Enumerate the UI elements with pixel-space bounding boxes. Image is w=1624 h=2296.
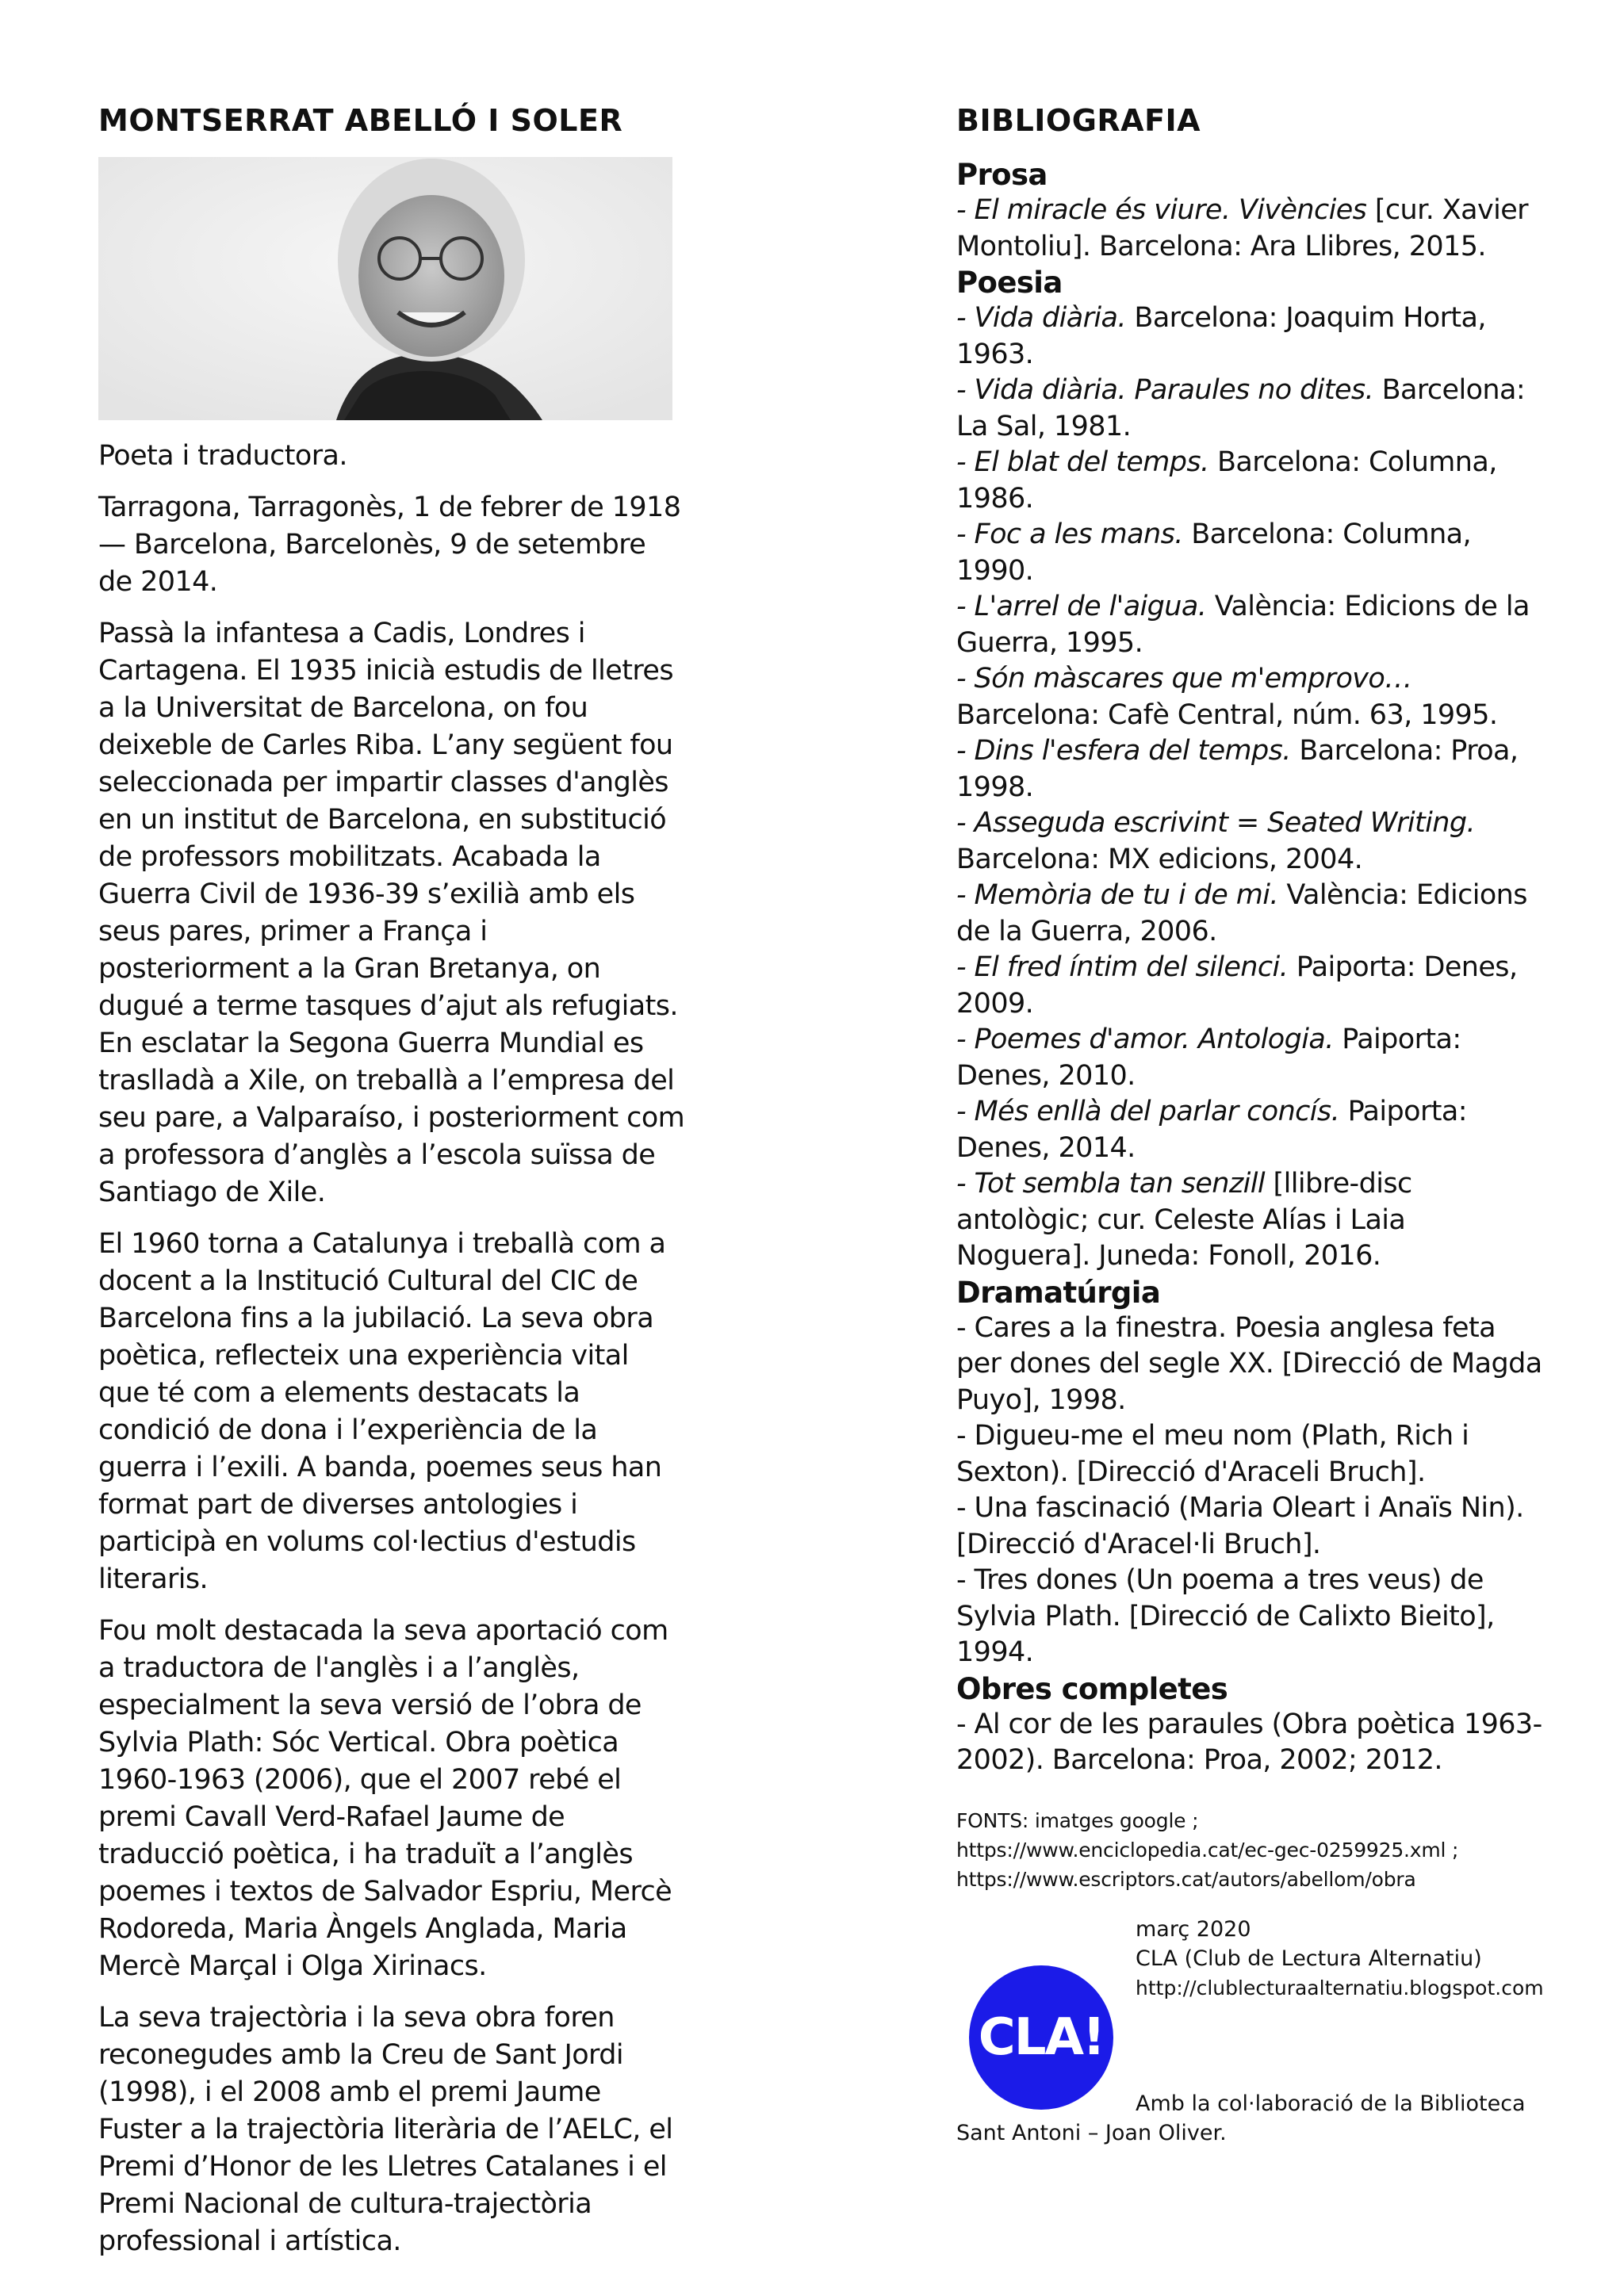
entry-title: - Tot sembla tan senzill — [956, 1168, 1266, 1200]
footer-url[interactable]: http://clublecturaalternatiu.blogspot.com — [1136, 1976, 1544, 1999]
bibliography-entry — [956, 193, 1543, 265]
footer-club: CLA (Club de Lectura Alternatiu) — [1136, 1946, 1482, 1971]
collaboration-note — [956, 2089, 1543, 2148]
bibliography-entry — [956, 661, 1543, 733]
entry-details: Barcelona: Columna, 1986. — [956, 446, 1497, 515]
entry-title: - El blat del temps. — [956, 446, 1209, 478]
entry-details: Paiporta: Denes, 2010. — [956, 1024, 1461, 1092]
right-column — [956, 98, 1544, 2145]
entry-details: - Una fascinació (Maria Oleart i Anaïs Nin). [Direcció d'Aracel·li Bruch]. — [956, 1492, 1524, 1560]
bibliography-entry — [956, 1022, 1543, 1094]
entry-details: Barcelona: Proa, 1998. — [956, 735, 1519, 803]
footer-info — [1136, 1915, 1544, 2003]
entry-title: - Foc a les mans. — [956, 519, 1183, 550]
biography-text — [98, 438, 685, 2260]
bio-paragraph: Tarragona, Tarragonès, 1 de febrer de 1918 — Barcelona, Barcelonès, 9 de setembre de 2014. — [98, 492, 681, 598]
entry-details: [cur. Xavier Montoliu]. Barcelona: Ara Llibres, 2015. — [956, 194, 1528, 262]
bibliography-entry — [956, 878, 1543, 950]
bibliography-entry — [956, 1707, 1543, 1779]
bibliography-entry — [956, 1418, 1543, 1490]
entry-details: Barcelona: Cafè Central, núm. 63, 1995. — [956, 698, 1498, 731]
bibliography-entry — [956, 445, 1543, 517]
entry-title: - Asseguda escrivint = Seated Writing. — [956, 807, 1476, 839]
source-link[interactable]: https://www.escriptors.cat/autors/abellom/obra — [956, 1867, 1416, 1891]
entry-title: - Memòria de tu i de mi. — [956, 879, 1278, 911]
bibliography-entry — [956, 733, 1543, 806]
bibliography-entry — [956, 373, 1543, 445]
entry-details: - Al cor de les paraules (Obra poètica 1963-2002). Barcelona: Proa, 2002; 2012. — [956, 1708, 1542, 1776]
cla-logo — [969, 1965, 1113, 2110]
entry-details: - Cares a la finestra. Poesia anglesa feta per dones del segle XX. [Direcció de Magda Puyo], 1998. — [956, 1311, 1542, 1416]
collab-line-2: Sant Antoni – Joan Oliver. — [956, 2120, 1227, 2145]
entry-title: - Són màscares que m'emprovo… — [956, 663, 1412, 695]
sources — [956, 1806, 1543, 1894]
entry-details: - Tres dones (Un poema a tres veus) de Sylvia Plath. [Direcció de Calixto Bieito], 1994. — [956, 1564, 1495, 1668]
bibliography-entry — [956, 1563, 1543, 1671]
entry-title: - Vida diària. Paraules no dites. — [956, 374, 1374, 406]
page-title: MONTSERRAT ABELLÓ I SOLER — [98, 103, 623, 138]
bibliography-entry — [956, 1490, 1543, 1563]
portrait-image — [98, 157, 672, 420]
entry-details: Paiporta: Denes, 2014. — [956, 1096, 1467, 1164]
bio-paragraph: Passà la infantesa a Cadis, Londres i Cartagena. El 1935 inicià estudis de lletres a la Universitat de Barcelona, on fou deixeble de Carles Riba. L’any següent fou seleccionada per impartir classes d'anglès en un institut de Barcelona, en substitució de professors mobilitzats. Acabada la Guerra Civil de 1936-39 s’exilià amb els seus pares, primer a França i posteriorment a la Gran Bretanya, on dugué a terme tasques d’ajut als refugiats. En esclatar la Segona Guerra Mundial es traslladà a Xile, on treballà a l’empresa del seu pare, a Valparaíso, i posteriorment com a professora d’anglès a l’escola suïssa de Santiago de Xile. — [98, 618, 685, 1208]
collab-line-1: Amb la col·laboració de la Biblioteca — [1136, 2091, 1526, 2116]
bibliography-entry — [956, 300, 1543, 373]
logo-text: CLA! — [978, 2007, 1105, 2067]
entry-title: - Poemes d'amor. Antologia. — [956, 1024, 1334, 1055]
bibliography-entry — [956, 517, 1543, 589]
author-photo — [98, 157, 672, 420]
entry-title: - L'arrel de l'aigua. — [956, 591, 1207, 622]
entry-details: València: Edicions de la Guerra, 1995. — [956, 591, 1530, 659]
bibliography-entry — [956, 1166, 1543, 1275]
entry-details: - Digueu-me el meu nom (Plath, Rich i Sexton). [Direcció d'Araceli Bruch]. — [956, 1420, 1469, 1488]
bibliography-entry — [956, 589, 1543, 661]
entry-details: Barcelona: Columna, 1990. — [956, 519, 1472, 587]
entry-title: - Dins l'esfera del temps. — [956, 735, 1291, 767]
bio-paragraph: La seva trajectòria i la seva obra foren reconegudes amb la Creu de Sant Jordi (1998), i el 2008 amb el premi Jaume Fuster a la trajectòria literària de l’AELC, el Premi d’Honor de les Lletres Catalanes i el Premi Nacional de cultura-trajectòria professional i artística. — [98, 2002, 673, 2257]
bibliography-entry — [956, 950, 1543, 1022]
entry-title: - El miracle és viure. Vivències — [956, 194, 1367, 226]
bibliography-entry — [956, 1311, 1543, 1419]
bibliography-entry — [956, 806, 1543, 878]
entry-details: València: Edicions de la Guerra, 2006. — [956, 879, 1527, 947]
bibliography-list — [956, 157, 1543, 1779]
bio-paragraph: Fou molt destacada la seva aportació com a traductora de l'anglès i a l’anglès, especialment la seva versió de l’obra de Sylvia Plath: Sóc Vertical. Obra poètica 1960-1963 (2006), que el 2007 rebé el premi Cavall Verd-Rafael Jaume de traducció poètica, i ha traduït a l’anglès poemes i textos de Salvador Espriu, Mercè Rodoreda, Maria Àngels Anglada, Maria Mercè Marçal i Olga Xirinacs. — [98, 1615, 672, 1982]
section-heading: Dramatúrgia — [956, 1275, 1161, 1310]
bibliography-title: BIBLIOGRAFIA — [956, 103, 1201, 138]
footer-date: març 2020 — [1136, 1916, 1251, 1942]
footer — [956, 1915, 1544, 2145]
entry-details: Barcelona: La Sal, 1981. — [956, 374, 1526, 442]
section-heading: Poesia — [956, 266, 1063, 300]
bibliography-entry — [956, 1094, 1543, 1166]
left-column — [98, 98, 685, 2275]
section-heading: Obres completes — [956, 1671, 1228, 1706]
entry-details: [llibre-disc antològic; cur. Celeste Alías i Laia Noguera]. Juneda: Fonoll, 2016. — [956, 1168, 1412, 1272]
section-heading: Prosa — [956, 158, 1048, 192]
entry-title: - Vida diària. — [956, 302, 1126, 334]
bio-paragraph: Poeta i traductora. — [98, 440, 347, 472]
sources-label: FONTS: imatges google ; — [956, 1808, 1199, 1832]
entry-details: Barcelona: Joaquim Horta, 1963. — [956, 302, 1486, 370]
entry-details: Barcelona: MX edicions, 2004. — [956, 843, 1363, 875]
source-link[interactable]: https://www.enciclopedia.cat/ec-gec-0259925.xml ; — [956, 1838, 1459, 1862]
bio-paragraph: El 1960 torna a Catalunya i treballà com a docent a la Institució Cultural del CIC de Barcelona fins a la jubilació. La seva obra poètica, reflecteix una experiència vital que té com a elements destacats la condició de dona i l’experiència de la guerra i l’exili. A banda, poemes seus han format part de diverses antologies i participà en volums col·lectius d'estudis literaris. — [98, 1228, 666, 1595]
entry-details: Paiporta: Denes, 2009. — [956, 951, 1518, 1020]
entry-title: - Més enllà del parlar concís. — [956, 1096, 1340, 1127]
entry-title: - El fred íntim del silenci. — [956, 951, 1289, 983]
